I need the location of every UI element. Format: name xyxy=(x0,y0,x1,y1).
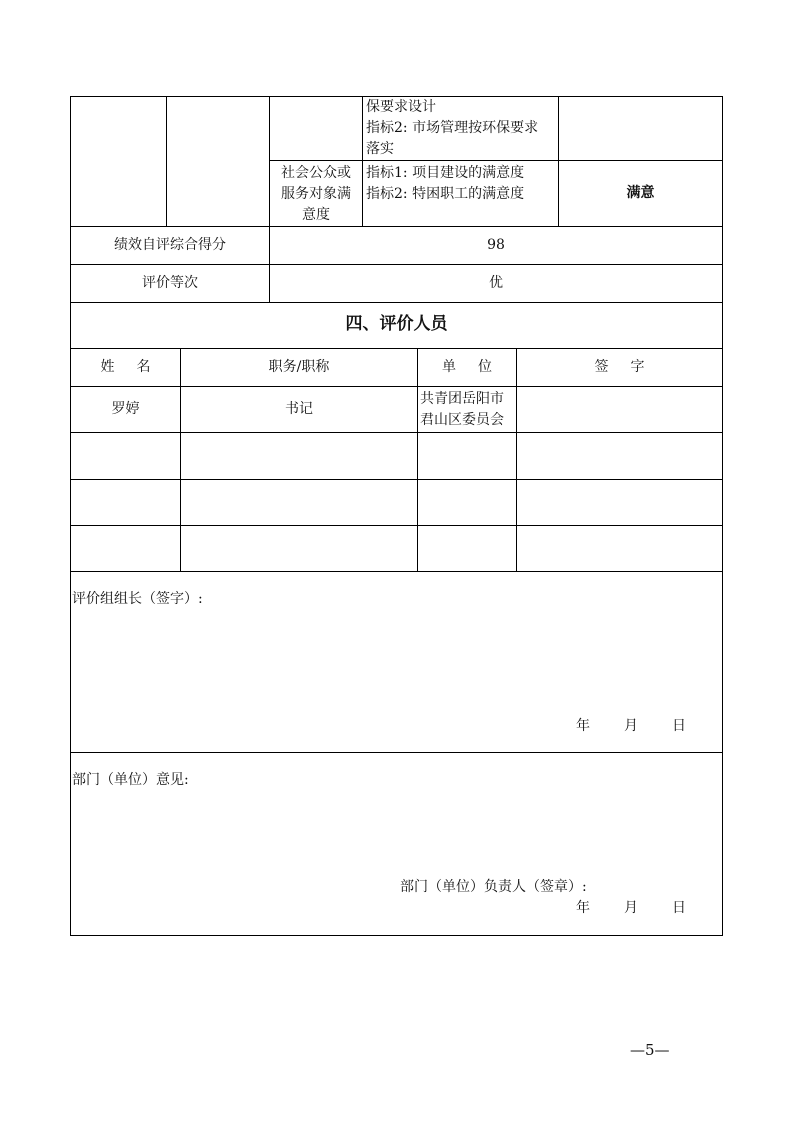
row-divider xyxy=(70,525,723,526)
result-value: 满意 xyxy=(626,185,655,201)
dept-label: 部门（单位）意见: xyxy=(72,772,189,788)
leader-date-day: 日 xyxy=(672,718,686,734)
metric-line: 指标1: 项目建设的满意度 xyxy=(366,165,525,181)
header-unit: 单位 xyxy=(442,359,514,375)
metric-line: 保要求设计 xyxy=(366,99,436,115)
col-divider xyxy=(558,96,559,226)
col-divider xyxy=(417,348,418,571)
col-divider xyxy=(166,96,167,226)
header-title: 职务/职称 xyxy=(268,359,330,375)
header-signature: 签字 xyxy=(594,359,667,375)
col-divider xyxy=(516,348,517,571)
staff-title: 书记 xyxy=(285,401,313,417)
staff-unit-line: 共青团岳阳市 xyxy=(420,391,504,407)
row-divider xyxy=(70,432,723,433)
staff-unit-line: 君山区委员会 xyxy=(420,412,504,428)
category-line: 意度 xyxy=(302,207,330,223)
col-divider xyxy=(362,96,363,226)
category-line: 服务对象满 xyxy=(281,186,351,202)
row-divider xyxy=(70,264,723,265)
leader-date-month: 月 xyxy=(624,718,638,734)
metric-line: 指标2: 市场管理按环保要求 xyxy=(366,120,539,136)
row-divider xyxy=(70,226,723,227)
table-left-border xyxy=(70,96,71,936)
staff-name: 罗婷 xyxy=(111,401,140,417)
row-divider xyxy=(70,479,723,480)
score-value: 98 xyxy=(487,237,505,253)
table-top-border xyxy=(70,96,723,97)
row-divider xyxy=(70,348,723,349)
row-divider xyxy=(70,386,723,387)
category-line: 社会公众或 xyxy=(281,165,351,181)
dept-date-day: 日 xyxy=(672,900,686,916)
metric-line: 指标2: 特困职工的满意度 xyxy=(366,186,525,202)
score-label: 绩效自评综合得分 xyxy=(114,237,226,253)
grade-label: 评价等次 xyxy=(142,275,198,291)
leader-date-year: 年 xyxy=(576,718,590,734)
section-title: 四、评价人员 xyxy=(345,314,448,334)
row-divider xyxy=(269,160,723,161)
grade-value: 优 xyxy=(489,275,503,291)
header-name: 姓名 xyxy=(100,359,173,375)
table-bottom-border xyxy=(70,935,723,936)
dept-date-month: 月 xyxy=(624,900,638,916)
dept-responsible: 部门（单位）负责人（签章）: xyxy=(400,879,587,895)
row-divider xyxy=(70,752,723,753)
col-divider xyxy=(180,348,181,571)
metric-line: 落实 xyxy=(366,141,394,157)
leader-label: 评价组组长（签字）: xyxy=(72,591,203,607)
row-divider xyxy=(70,302,723,303)
table-right-border xyxy=(722,96,723,936)
page-number: —5— xyxy=(630,1041,670,1059)
dept-date-year: 年 xyxy=(576,900,590,916)
row-divider xyxy=(70,571,723,572)
